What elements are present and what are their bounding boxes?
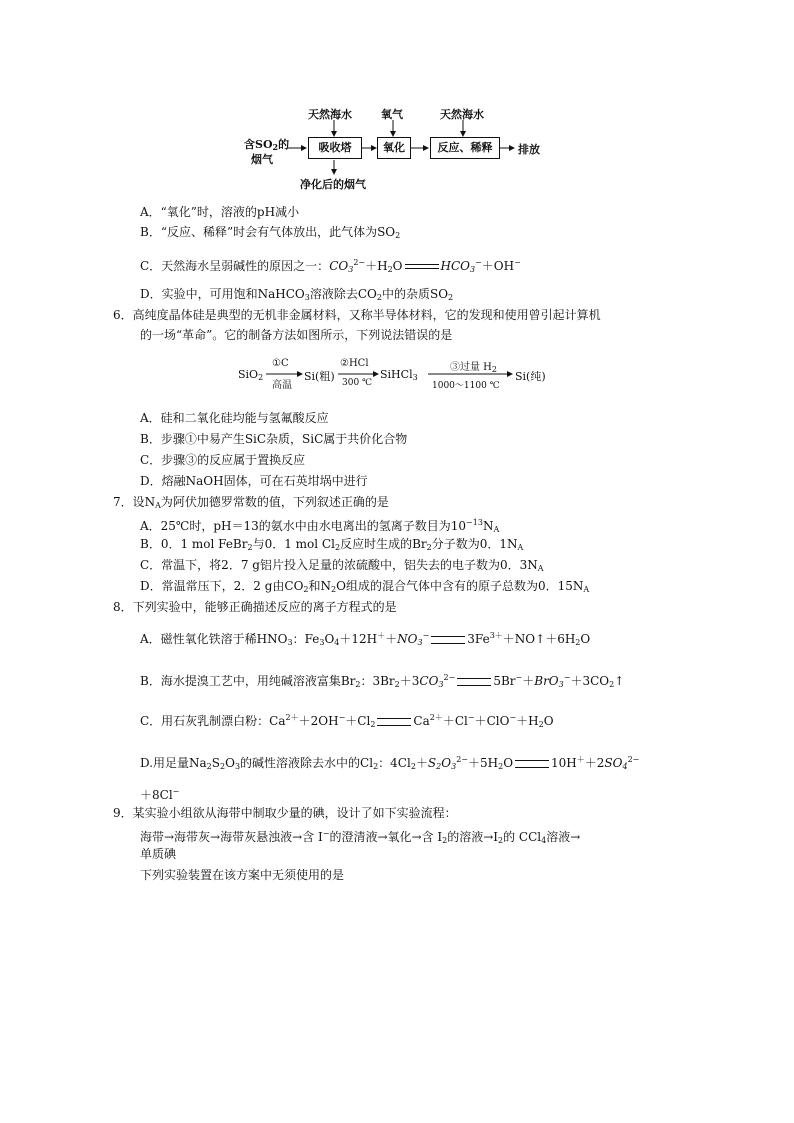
scheme-step3-bottom: 1000～1100 ℃ [432,381,500,391]
scheme-step2-bottom: 300 ℃ [342,378,373,388]
q8-option-a: A．磁性氧化铁溶于稀$HNO_3$：$Fe_3O_4+12H^++NO_3^-$ $3Fe^{3+}+NO↑+6H_2O$ [140,631,591,647]
equals-sign-icon [457,678,491,686]
q8-option-d-cont: ＋8Cl− [140,787,180,802]
q5-option-d: D．实验中，可用饱和NaHCO$_3$溶液除去$CO_2$中的杂质$SO_2$ [140,287,454,302]
flow-top-seawater-2: 天然海水 [440,108,484,121]
q8-option-c: C．用石灰乳制漂白粉：$Ca^{2+}+2OH^-+Cl_2$ $Ca^{2+}+Cl^-+ClO^-+H_2O$ [140,713,554,729]
q9-flow-2: 单质碘 [140,847,177,861]
flow-bottom-output: 净化后的烟气 [300,178,366,191]
q7-option-b: B．0．1 mol FeBr$_2$与0．1 mol $Cl_2$反应时生成的$Br_2$分子数为0．$1N_A$ [140,537,524,552]
q6-stem-2: 的一场“革命”。它的制备方法如图所示，下列说法错误的是 [140,328,453,342]
equals-sign-icon [515,760,549,768]
reversible-arrow-icon [405,263,439,271]
flow-top-seawater-1: 天然海水 [308,108,352,121]
scheme-si-pure: Si(纯) [515,370,546,383]
q9-question: 下列实验装置在该方案中无须使用的是 [140,868,345,882]
scheme-sihcl3: SiHCl$_3$ [380,368,418,382]
q8-option-d: D.用足量$Na_2S_2O_3$的碱性溶液除去水中的$Cl_2$：$4Cl_2+S_2O_3^{2-}+5H_2O$ $10H^++2SO_4^{2-}$ [140,755,640,771]
equals-sign-icon [377,718,411,726]
q9-flow-1: 海带→海带灰→海带灰悬浊液→含 I−的澄清液→氧化→含 $I_2$的溶液$\to I_2$的 CCl$_4$溶液→ [140,829,581,845]
q6-option-b: B．步骤①中易产生SiC杂质，SiC属于共价化合物 [140,432,408,446]
q6-option-d: D．熔融NaOH固体，可在石英坩埚中进行 [140,474,368,488]
scheme-step2-top: ②HCl [340,358,369,369]
scheme-sio2: SiO$_2$ [238,368,264,382]
q8-stem: 8．下列实验中，能够正确描述反应的离子方程式的是 [113,600,397,614]
scheme-step1-bottom: 高温 [272,380,292,391]
q5-option-b: B．“反应、稀释”时会有气体放出，此气体为$SO_2$ [140,225,401,240]
q5-option-c: C．天然海水呈弱碱性的原因之一：$CO_3^{2-}+H_2O$ $HCO_3^-+OH^-$ [140,258,521,274]
scheme-step1-top: ①C [272,358,289,369]
q6-option-a: A．硅和二氧化硅均能与氢氟酸反应 [140,411,329,425]
q5-option-a: A．“氧化”时，溶液的pH减小 [140,205,300,219]
q7-stem: 7．设$N_A$为阿伏加德罗常数的值，下列叙述正确的是 [113,495,389,510]
scheme-step3-top: ③过量 $H_2$ [450,362,497,374]
flow-box-reaction: 反应、稀释 [430,137,500,159]
equals-sign-icon [431,636,465,644]
q7-option-d: D．常温常压下，2．2 g由$CO_2$和$N_2O$组成的混合气体中含有的原子总数为0．$15N_A$ [140,579,590,594]
q8-option-b: B．海水提溴工艺中，用纯碱溶液富集$Br_2$：$3Br_2+3CO_3^{2-}$ $5Br^-+BrO_3^-+3CO_2↑$ [140,673,625,689]
q6-stem-1: 6．高纯度晶体硅是典型的无机非金属材料，又称半导体材料，它的发现和使用曾引起计算机 [113,308,601,322]
flow-input-1: 含$SO_2$的 [244,138,290,152]
flow-box-absorber: 吸收塔 [308,137,362,159]
q7-option-a: A．25℃时，pH＝13的氨水中由水电离出的氢离子数目为$10^{-13}N_A$ [140,518,500,534]
flow-input-2: 烟气 [251,153,273,166]
q9-stem: 9．某实验小组欲从海带中制取少量的碘，设计了如下实验流程： [113,806,457,820]
flow-top-oxygen: 氧气 [381,108,403,121]
flow-box-oxidation: 氧化 [377,137,411,159]
flow-discharge: 排放 [518,143,540,156]
q6-option-c: C．步骤③的反应属于置换反应 [140,453,306,467]
scheme-si-crude: Si(粗) [304,370,335,383]
q7-option-c: C．常温下，将2．7 g铝片投入足量的浓硫酸中，铝失去的电子数为0．$3N_A$ [140,558,544,573]
